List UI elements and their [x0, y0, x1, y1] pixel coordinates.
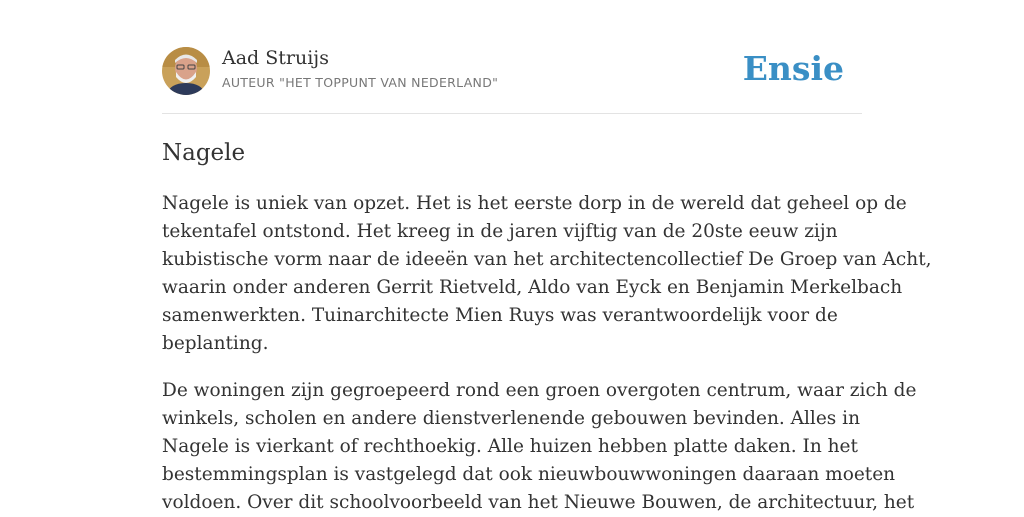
paragraph-line: bestemmingsplan is vastgelegd dat ook nieuwbouwwoningen daaraan moeten: [162, 464, 896, 485]
article-title: Nagele: [162, 140, 246, 166]
paragraph-line: voldoen. Over dit schoolvoorbeeld van het Nieuwe Bouwen, de architectuur, het: [162, 492, 915, 513]
paragraph-line: Nagele is vierkant of rechthoekig. Alle huizen hebben platte daken. In het: [162, 436, 858, 457]
page-container: [162, 0, 932, 513]
paragraph-line: tekentafel ontstond. Het kreeg in de jaren vijftig van de 20ste eeuw zijn: [162, 221, 838, 242]
paragraph-line: winkels, scholen en andere dienstverlenende gebouwen bevinden. Alles in: [162, 408, 860, 429]
author-subtitle: AUTEUR "HET TOPPUNT VAN NEDERLAND": [222, 75, 499, 90]
author-avatar[interactable]: [162, 47, 210, 95]
avatar-photo-icon: [162, 47, 210, 95]
ensie-logo[interactable]: Ensie: [742, 49, 844, 88]
paragraph-line: samenwerkten. Tuinarchitecte Mien Ruys was verantwoordelijk voor de: [162, 305, 838, 326]
paragraph-line: kubistische vorm naar de ideeën van het architectencollectief De Groep van Acht,: [162, 249, 932, 270]
paragraph-line: beplanting.: [162, 333, 269, 354]
paragraph-line: waarin onder anderen Gerrit Rietveld, Aldo van Eyck en Benjamin Merkelbach: [162, 277, 903, 298]
paragraph-line: Nagele is uniek van opzet. Het is het eerste dorp in de wereld dat geheel op de: [162, 193, 907, 214]
author-header: [162, 0, 862, 114]
article-paragraph: [162, 377, 917, 517]
paragraph-line: De woningen zijn gegroepeerd rond een groen overgoten centrum, waar zich de: [162, 380, 917, 401]
author-name[interactable]: Aad Struijs: [222, 47, 329, 69]
article-paragraph: [162, 190, 932, 358]
